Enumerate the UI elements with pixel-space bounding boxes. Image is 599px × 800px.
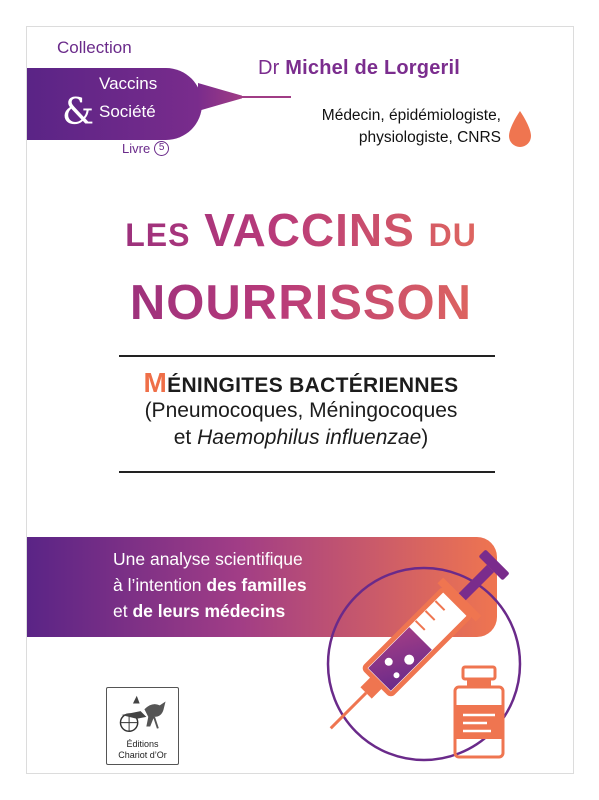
subtitle-line3-prefix: et — [173, 426, 198, 449]
subtitle-line3-suffix: ) — [421, 426, 429, 449]
publisher-line2: Chariot d’Or — [118, 750, 167, 760]
author-prefix: Dr — [258, 57, 280, 79]
author-fullname: Michel de Lorgeril — [285, 57, 461, 79]
tagline-line1: Une analyse scientifique — [113, 549, 303, 569]
publisher-line1: Éditions — [126, 739, 159, 749]
tagline-line2-plain: à l’intention — [113, 575, 207, 595]
vaccine-illustration — [27, 27, 574, 774]
title-vaccins: VACCINS — [204, 204, 415, 256]
collection-line2: Société — [99, 102, 156, 121]
book-cover — [26, 26, 574, 774]
subtitle-initial: M — [143, 367, 168, 398]
publisher-name — [106, 739, 179, 761]
collection-ampersand: & — [62, 92, 95, 133]
tagline-line3-bold: de leurs médecins — [132, 601, 286, 621]
subtitle-line2: (Pneumocoques, Méningocoques — [144, 399, 458, 422]
tagline-line3-plain: et — [113, 601, 133, 621]
subtitle-heading-rest: ÉNINGITES BACTÉRIENNES — [167, 374, 459, 397]
collection-word: Collection — [57, 38, 132, 57]
collection-line1: Vaccins — [99, 74, 158, 93]
book-label: Livre — [122, 141, 151, 156]
title-line2: NOURRISSON — [27, 279, 574, 328]
chariot-icon — [108, 690, 178, 738]
title-les: LES — [125, 217, 191, 253]
subtitle-line3-italic: Haemophilus influenzae — [197, 426, 422, 449]
credentials-line1: Médecin, épidémiologiste, — [321, 107, 501, 124]
tagline-line2-bold: des familles — [206, 575, 307, 595]
title-du: DU — [428, 217, 477, 253]
credentials-line2: physiologiste, CNRS — [358, 129, 501, 146]
book-number: 5 — [154, 141, 169, 156]
